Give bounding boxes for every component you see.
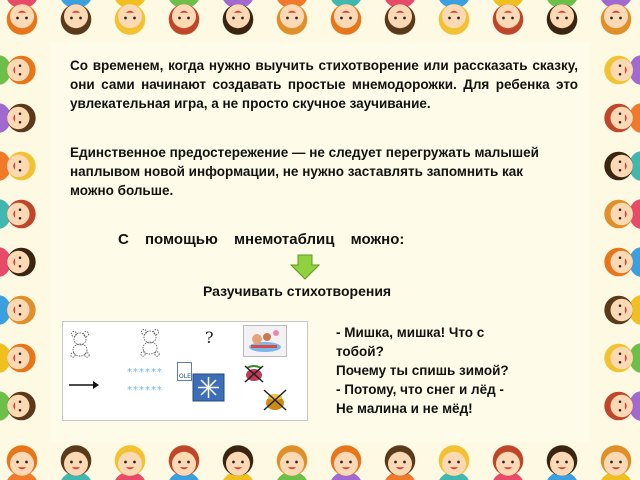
honey-crossed-icon: [261, 388, 289, 412]
child-figure: [0, 55, 36, 84]
child-figure: [168, 445, 200, 480]
child-figure: [276, 0, 308, 35]
poem-line: - Потому, что снег и лёд -: [336, 382, 504, 397]
mnemo-table: [62, 321, 308, 421]
child-figure: [384, 0, 416, 35]
question-icon: ?: [205, 328, 214, 347]
ole-file-label: OLE: [179, 373, 191, 380]
poem-line: тобой?: [336, 344, 384, 359]
bear-outline-icon: [135, 326, 165, 358]
child-figure: [604, 151, 640, 180]
child-figure: [492, 445, 524, 480]
child-figure: [600, 445, 632, 480]
child-figure: [604, 103, 640, 132]
bear-sleeping-picture-icon: [243, 325, 287, 357]
child-figure: [60, 445, 92, 480]
snow-stars: ******: [127, 367, 163, 378]
poem-line: Не малина и не мёд!: [336, 401, 473, 416]
poem-text: [336, 323, 556, 418]
child-figure: [0, 247, 36, 276]
child-figure: [114, 0, 146, 35]
child-figure: [0, 391, 36, 420]
paragraph-intro: Со временем, когда нужно выучить стихотворение или рассказать сказку, они сами начинают создавать простые мнемодорожки. Для ребенка это увлекательная игра, а не просто скучное заучивание.: [70, 58, 578, 111]
child-figure: [604, 55, 640, 84]
snowflake-picture-icon: [177, 362, 225, 402]
raspberry-crossed-icon: [243, 364, 265, 384]
poem-line: Почему ты спишь зимой?: [336, 363, 509, 378]
child-figure: [604, 199, 640, 228]
child-figure: [330, 0, 362, 35]
child-figure: [0, 295, 36, 324]
child-figure: [604, 247, 640, 276]
learn-poems-label: Разучивать стихотворения: [203, 283, 392, 299]
child-figure: [0, 199, 36, 228]
arrow-right-icon: [69, 380, 99, 390]
child-figure: [222, 0, 254, 35]
subheading: С помощью мнемотаблиц можно:: [118, 231, 405, 248]
child-figure: [604, 295, 640, 324]
child-figure: [546, 445, 578, 480]
child-figure: [0, 343, 36, 372]
child-figure: [330, 445, 362, 480]
child-figure: [438, 445, 470, 480]
child-figure: [0, 103, 36, 132]
child-figure: [168, 0, 200, 35]
snow-stars: ******: [127, 385, 163, 396]
child-figure: [546, 0, 578, 35]
child-figure: [222, 445, 254, 480]
child-figure: [6, 445, 38, 480]
child-figure: [384, 445, 416, 480]
child-figure: [6, 0, 38, 35]
child-figure: [60, 0, 92, 35]
child-figure: [276, 445, 308, 480]
child-figure: [600, 0, 632, 35]
paragraph-warning: Единственное предостережение — не следует перегружать малышей наплывом новой информации, не нужно заставлять запомнить как можно больше.: [70, 145, 539, 198]
child-figure: [438, 0, 470, 35]
arrow-down-icon: [290, 254, 320, 280]
child-figure: [492, 0, 524, 35]
child-figure: [604, 391, 640, 420]
child-figure: [0, 151, 36, 180]
child-figure: [114, 445, 146, 480]
poem-line: - Мишка, мишка! Что с: [336, 325, 485, 340]
child-figure: [604, 343, 640, 372]
bear-outline-icon: [65, 328, 95, 358]
